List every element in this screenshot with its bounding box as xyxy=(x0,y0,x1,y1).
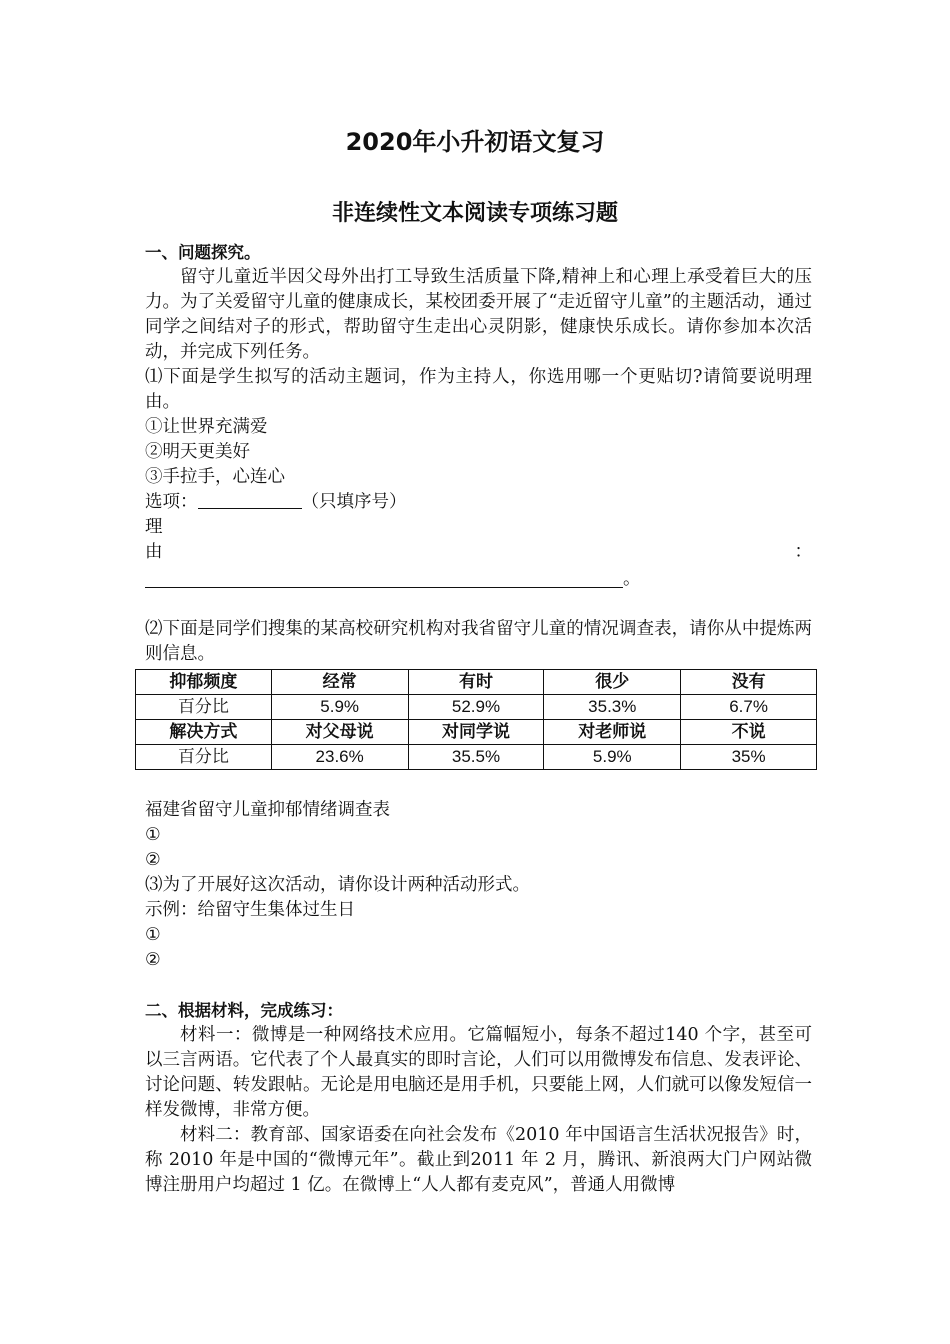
table-cell: 6.7% xyxy=(681,695,817,720)
table-cell: 35% xyxy=(681,745,817,770)
answer-2: ② xyxy=(145,850,161,870)
answer-1: ① xyxy=(145,825,161,845)
answer-3: ① xyxy=(145,925,161,945)
table-row xyxy=(136,720,817,745)
table-cell: 解决方式 xyxy=(136,720,272,745)
table-cell: 百分比 xyxy=(136,745,272,770)
reason-answer-line xyxy=(145,565,812,592)
reason-blank[interactable] xyxy=(145,565,623,588)
question-1: ⑴下面是学生拟写的活动主题词，作为主持人，你选用哪一个更贴切?请简要说明理由。 xyxy=(145,367,812,412)
section-2-heading: 二、根据材料，完成练习： xyxy=(145,1001,343,1020)
table-cell: 对老师说 xyxy=(544,720,681,745)
after-table xyxy=(145,798,812,973)
reason-char-2: 由 xyxy=(145,542,163,562)
survey-table xyxy=(135,669,817,770)
question-2: ⑵下面是同学们搜集的某高校研究机构对我省留守儿童的情况调查表，请你从中提炼两则信息。 xyxy=(145,619,812,664)
table-cell: 对同学说 xyxy=(408,720,544,745)
table-cell: 经常 xyxy=(271,670,408,695)
question-3: ⑶为了开展好这次活动，请你设计两种活动形式。 xyxy=(145,875,530,895)
table-row xyxy=(136,745,817,770)
reason-end: 。 xyxy=(623,569,641,589)
example: 示例：给留守生集体过生日 xyxy=(145,900,355,920)
table-cell: 35.5% xyxy=(408,745,544,770)
section-1 xyxy=(145,240,812,667)
table-cell: 对父母说 xyxy=(271,720,408,745)
page-subtitle: 非连续性文本阅读专项练习题 xyxy=(331,201,618,226)
choice-label: 选项： xyxy=(145,492,198,512)
material-2: 材料二：教育部、国家语委在向社会发布《2010 年中国语言生活状况报告》时，称 2010 年是中国的“微博元年”。截止到2011 年 2 月，腾讯、新浪两大门户网站微博注册用户均超过 1 亿。在微博上“人人都有麦克风”，普通人用微博 xyxy=(145,1125,812,1195)
table-cell: 5.9% xyxy=(544,745,681,770)
section-2 xyxy=(145,998,812,1198)
option-2: ②明天更美好 xyxy=(145,442,250,462)
choice-line xyxy=(145,490,812,515)
table-cell: 不说 xyxy=(681,720,817,745)
table-cell: 23.6% xyxy=(271,745,408,770)
reason-char-1: 理 xyxy=(145,517,163,537)
spacer xyxy=(145,592,812,617)
option-1: ①让世界充满爱 xyxy=(145,417,268,437)
reason-colon: ： xyxy=(794,542,812,562)
section-1-intro: 留守儿童近半因父母外出打工导致生活质量下降,精神上和心理上承受着巨大的压力。为了关爱留守儿童的健康成长，某校团委开展了“走近留守儿童”的主题活动，通过同学之间结对子的形式，帮助留守生走出心灵阴影，健康快乐成长。请你参加本次活动，并完成下列任务。 xyxy=(145,267,812,362)
choice-hint: （只填序号） xyxy=(301,492,407,512)
table-cell: 很少 xyxy=(544,670,681,695)
table-row xyxy=(136,695,817,720)
table-cell: 抑郁频度 xyxy=(136,670,272,695)
table-row xyxy=(136,670,817,695)
page-title: 2020年小升初语文复习 xyxy=(345,128,605,156)
choice-blank[interactable] xyxy=(198,490,302,509)
table-cell: 有时 xyxy=(408,670,544,695)
material-1: 材料一：微博是一种网络技术应用。它篇幅短小，每条不超过140 个字，甚至可以三言两语。它代表了个人最真实的即时言论，人们可以用微博发布信息、发表评论、讨论问题、转发跟帖。无论是用电脑还是用手机，只要能上网，人们就可以像发短信一样发微博，非常方便。 xyxy=(145,1025,812,1120)
section-1-heading: 一、问题探究。 xyxy=(145,243,261,262)
answer-4: ② xyxy=(145,950,161,970)
table-cell: 52.9% xyxy=(408,695,544,720)
option-3: ③手拉手，心连心 xyxy=(145,467,285,487)
table-cell: 35.3% xyxy=(544,695,681,720)
table-cell: 没有 xyxy=(681,670,817,695)
table-cell: 5.9% xyxy=(271,695,408,720)
reason-line xyxy=(145,540,812,565)
table-caption: 福建省留守儿童抑郁情绪调查表 xyxy=(145,800,390,820)
table-cell: 百分比 xyxy=(136,695,272,720)
